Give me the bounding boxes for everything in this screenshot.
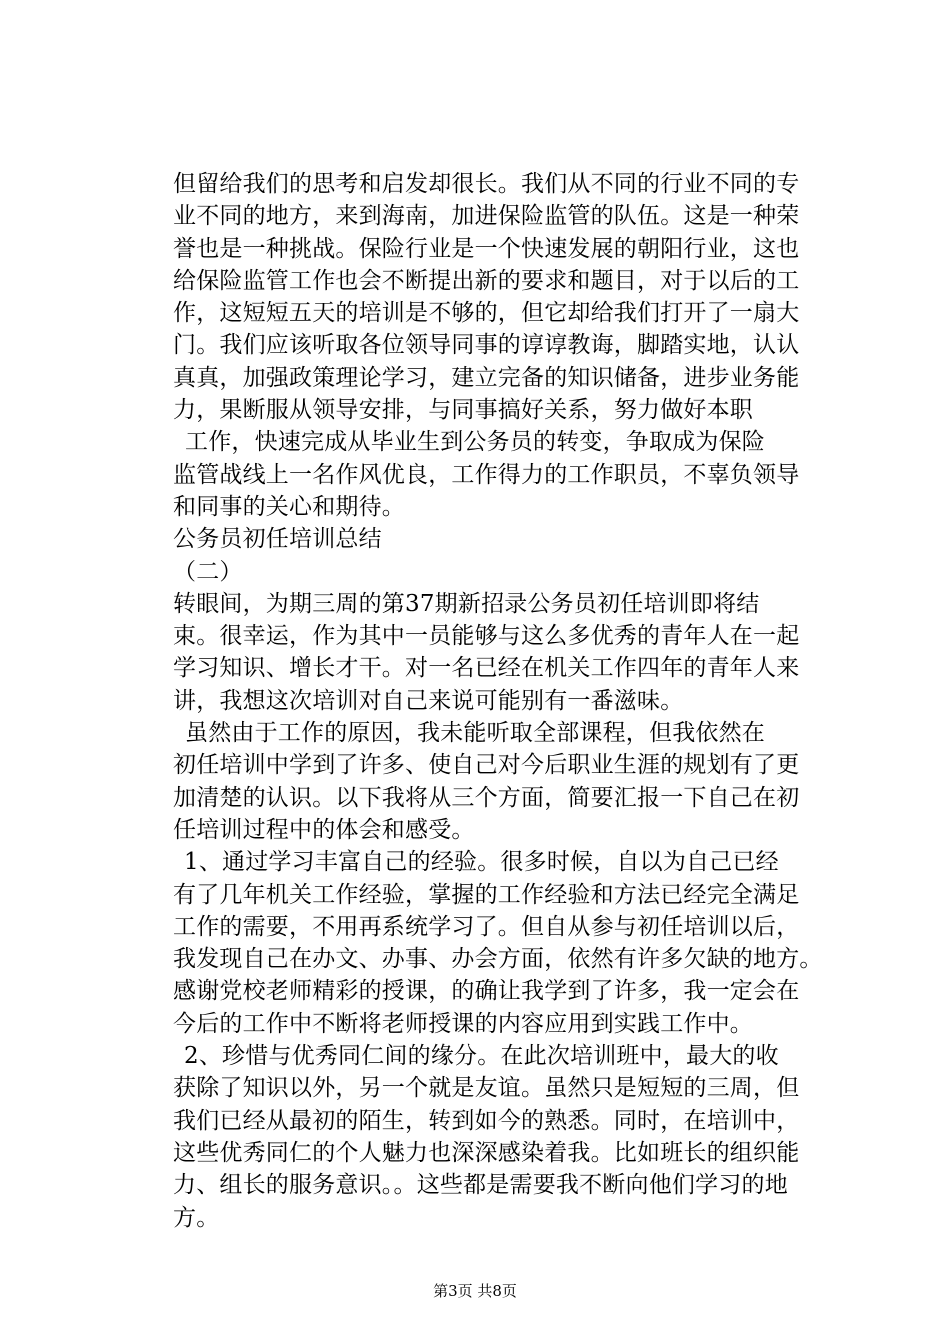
text-line-23: 有了几年机关工作经验，掌握的工作经验和方法已经完全满足 — [173, 881, 800, 908]
page-footer: 第3页 共8页 — [433, 1282, 517, 1300]
text-line-32: 力、组长的服务意识。。这些都是需要我不断向他们学习的地 — [173, 1172, 788, 1199]
text-line-25: 我发现自己在办文、办事、办会方面，依然有许多欠缺的地方。 — [173, 946, 823, 973]
text-line-22: 1、通过学习丰富自己的经验。很多时候，自以为自己已经 — [184, 849, 779, 876]
text-line-18: 虽然由于工作的原因，我未能听取全部课程，但我依然在 — [185, 720, 765, 747]
text-line-14: 转眼间，为期三周的第37期新招录公务员初任培训即将结 — [173, 590, 760, 617]
text-line-28: 2、珍惜与优秀同仁间的缘分。在此次培训班中，最大的收 — [184, 1043, 779, 1070]
text-line-20: 加清楚的认识。以下我将从三个方面，简要汇报一下自己在初 — [173, 784, 800, 811]
text-line-3: 誉也是一种挑战。保险行业是一个快速发展的朝阳行业，这也 — [173, 235, 800, 262]
text-line-7: 真真，加强政策理论学习，建立完备的知识储备，进步业务能 — [173, 364, 800, 391]
text-line-27: 今后的工作中不断将老师授课的内容应用到实践工作中。 — [173, 1010, 753, 1037]
text-line-16: 学习知识、增长才干。对一名已经在机关工作四年的青年人来 — [173, 655, 800, 682]
text-line-15: 束。很幸运，作为其中一员能够与这么多优秀的青年人在一起 — [173, 623, 800, 650]
text-line-21: 任培训过程中的体会和感受。 — [173, 816, 475, 843]
text-line-1: 但留给我们的思考和启发却很长。我们从不同的行业不同的专 — [173, 171, 800, 197]
text-line-8: 力，果断服从领导安排，与同事搞好关系，努力做好本职 — [173, 397, 753, 424]
text-line-4: 给保险监管工作也会不断提出新的要求和题目，对于以后的工 — [173, 267, 800, 294]
text-line-31: 这些优秀同仁的个人魅力也深深感染着我。比如班长的组织能 — [173, 1139, 800, 1166]
text-line-24: 工作的需要，不用再系统学习了。但自从参与初任培训以后， — [173, 913, 800, 940]
text-line-2: 业不同的地方，来到海南，加进保险监管的队伍。这是一种荣 — [173, 203, 800, 230]
text-line-9: 工作，快速完成从毕业生到公务员的转变，争取成为保险 — [185, 429, 765, 456]
section-title: 公务员初任培训总结 — [173, 526, 382, 553]
document-body — [173, 168, 823, 1234]
text-line-6: 门。我们应该听取各位领导同事的谆谆教诲，脚踏实地，认认 — [173, 332, 800, 359]
text-line-10: 监管战线上一名作风优良，工作得力的工作职员，不辜负领导 — [173, 461, 800, 488]
text-line-33: 方。 — [173, 1204, 220, 1231]
text-line-19: 初任培训中学到了许多、使自己对今后职业生涯的规划有了更 — [173, 752, 800, 779]
text-line-29: 获除了知识以外，另一个就是友谊。虽然只是短短的三周，但 — [173, 1075, 800, 1102]
section-subtitle: （二） — [173, 558, 243, 585]
text-line-17: 讲，我想这次培训对自己来说可能别有一番滋味。 — [173, 687, 684, 714]
text-line-5: 作，这短短五天的培训是不够的，但它却给我们打开了一扇大 — [173, 300, 800, 327]
text-line-30: 我们已经从最初的陌生，转到如今的熟悉。同时，在培训中， — [173, 1107, 800, 1134]
text-line-26: 感谢党校老师精彩的授课，的确让我学到了许多，我一定会在 — [173, 978, 800, 1005]
text-line-11: 和同事的关心和期待。 — [173, 493, 405, 520]
